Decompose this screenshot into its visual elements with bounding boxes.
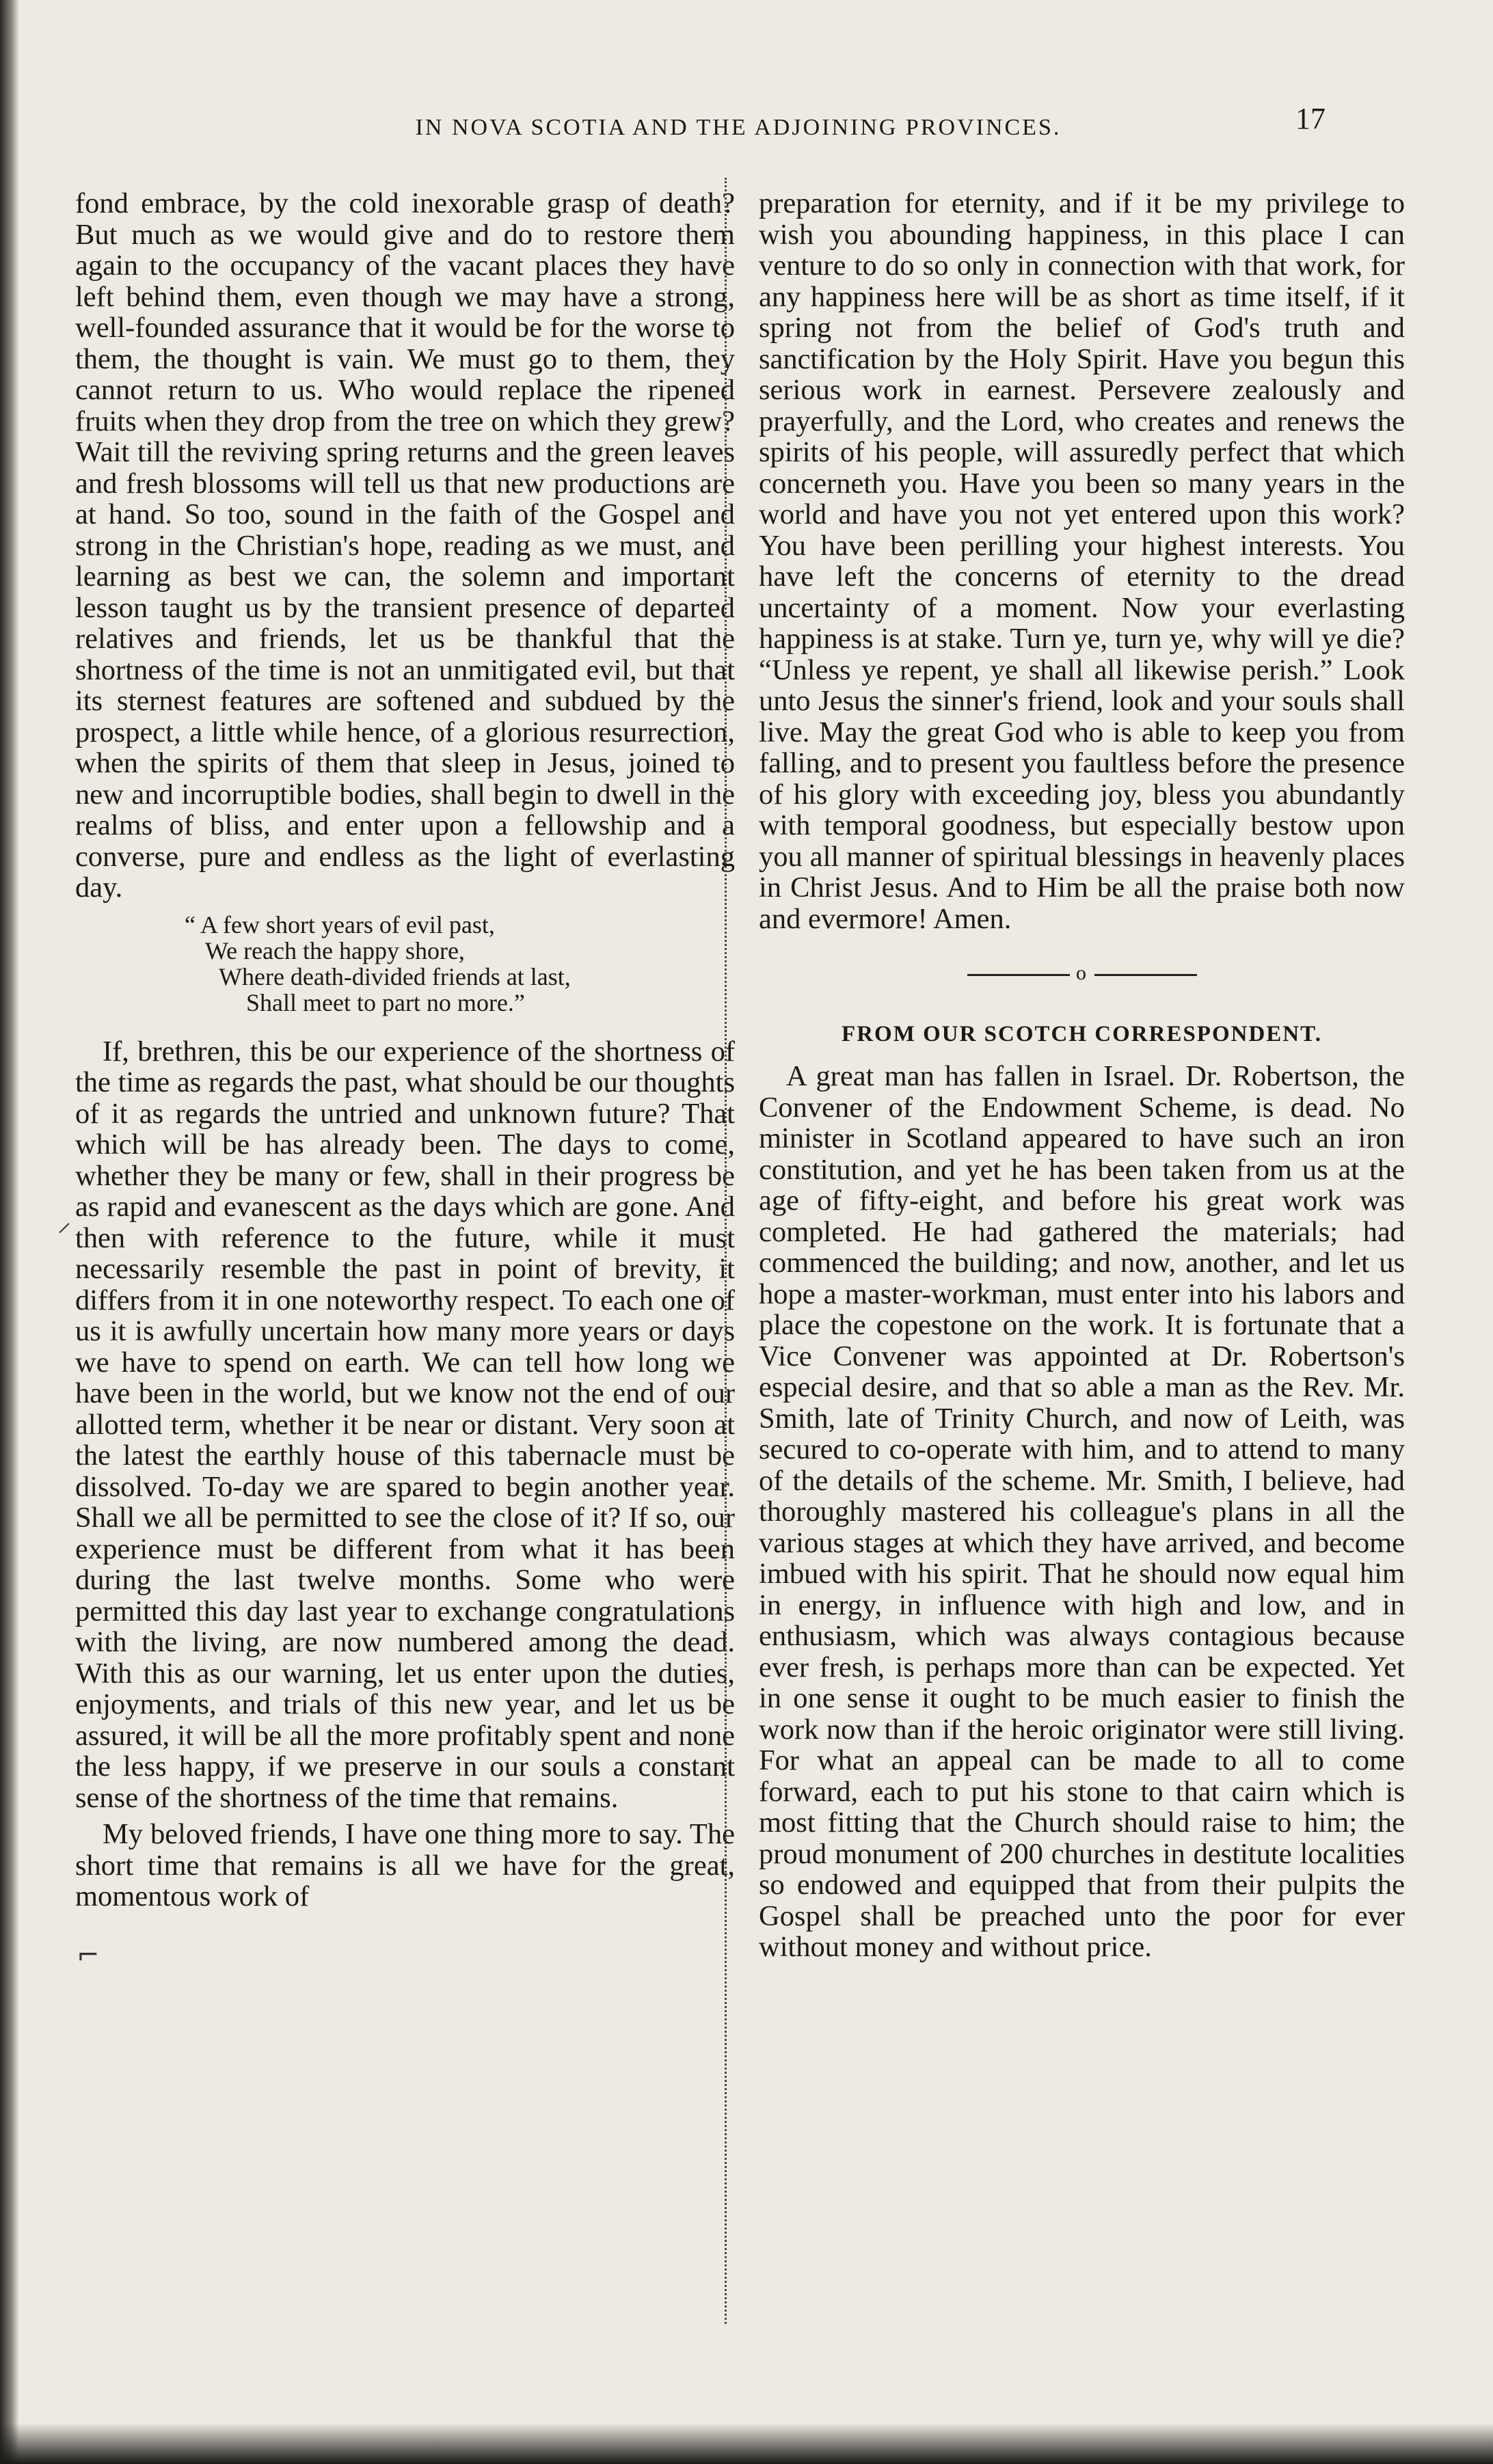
poem-line: Where death-divided friends at last, xyxy=(219,962,571,990)
right-column xyxy=(759,188,1405,1963)
page-number: 17 xyxy=(1295,102,1326,135)
right-paragraph-2: A great man has fallen in Israel. Dr. Robertson, the Convener of the Endowment Scheme, is dead. No minister in Scotland appeared to have such an iron constitution, and yet he has been taken from us at the age of fifty-eight, and before his great work was completed. He had gathered the materials; had commenced the building; and now, another, and let us hope a master-workman, must enter into his labors and place the copestone on the work. It is fortunate that a Vice Convener was appointed at Dr. Robertson's especial desire, and that so able a man as the Rev. Mr. Smith, late of Trinity Church, and now of Leith, was secured to co-operate with him, and to attend to many of the details of the scheme. Mr. Smith, I believe, had thoroughly mastered his colleague's plans in all the various stages at which they have arrived, and become imbued with his spirit. That he should now equal him in energy, in influence with high and low, and in enthusiasm, which was always contagious because ever fresh, is perhaps more than can be expected. Yet in one sense it ought to be much easier to finish the work now than if the heroic originator were still living. For what an appeal can be made to all to come forward, each to put his stone to that cairn which is most fitting that the Church should raise to him; the proud monument of 200 churches in destitute localities so endowed and equipped that from their pulpits the Gospel shall be preached unto the poor for ever without money and without price. xyxy=(759,1060,1405,1963)
margin-annotation-mark: ⌐ xyxy=(77,1940,100,1971)
section-ornament: o xyxy=(759,958,1405,989)
column-divider xyxy=(725,178,727,2324)
section-title: FROM OUR SCOTCH CORRESPONDENT. xyxy=(842,1021,1322,1046)
poem-line: “ A few short years of evil past, xyxy=(185,910,495,938)
poem-quote xyxy=(75,912,735,1016)
margin-annotation-mark: ⸝ xyxy=(57,1206,71,1238)
left-paragraph-1: fond embrace, by the cold inexorable grasp of death? But much as we would give and do to restore them again to the occupancy of the vacant places they have left behind them, even though we may have a strong, well-founded assurance that it would be for the worse to them, the thought is vain. We must go to them, they cannot return to us. Who would replace the ripened fruits when they drop from the tree on which they grew? Wait till the reviving spring returns and the green leaves and fresh blossoms will tell us that new productions are at hand. So too, sound in the faith of the Gospel and strong in the Christian's hope, reading as we must, and learning as best we can, the solemn and important lesson taught us by the transient presence of departed relatives and friends, let us be thankful that the shortness of the time is not an unmitigated evil, but that its sternest features are softened and subdued by the prospect, a little while hence, of a glorious resurrection, when the spirits of them that sleep in Jesus, joined to new and incorruptible bodies, shall begin to dwell in the realms of bliss, and enter upon a fellowship and a converse, pure and endless as the light of everlasting day. xyxy=(75,187,735,904)
left-column xyxy=(75,188,735,1912)
binding-shadow xyxy=(0,0,19,2464)
running-header: IN NOVA SCOTIA AND THE ADJOINING PROVINCES. xyxy=(415,115,1062,140)
left-paragraph-3: My beloved friends, I have one thing more to say. The short time that remains is all we have for the great, momentous work of xyxy=(75,1818,735,1912)
right-paragraph-1: preparation for eternity, and if it be my privilege to wish you abounding happiness, in this place I can venture to do so only in connection with that work, for any happiness here will be as short as time itself, if it spring not from the belief of God's truth and sanctification by the Holy Spirit. Have you begun this serious work in earnest. Persevere zealously and prayerfully, and the Lord, who creates and renews the spirits of his people, will assuredly perfect that which concerneth you. Have you been so many years in the world and have you not yet entered upon this work? You have been perilling your highest interests. You have left the concerns of eternity to the dread uncertainty of a moment. Now your everlasting happiness is at stake. Turn ye, turn ye, why will ye die? “Unless ye repent, ye shall all likewise perish.” Look unto Jesus the sinner's friend, look and your souls shall live. May the great God who is able to keep you from falling, and to present you faultless before the presence of his glory with exceeding joy, bless you abundantly with temporal goodness, but especially bestow upon you all manner of spiritual blessings in heavenly places in Christ Jesus. And to Him be all the praise both now and evermore! Amen. xyxy=(759,187,1405,935)
poem-line: We reach the happy shore, xyxy=(205,936,465,964)
poem-line: Shall meet to part no more.” xyxy=(246,988,525,1016)
scan-bottom-shadow xyxy=(0,2423,1493,2464)
left-paragraph-2: If, brethren, this be our experience of the shortness of the time as regards the past, what should be our thoughts of it as regards the untried and unknown future? That which will be has already been. The days to come, whether they be many or few, shall in their progress be as rapid and evanescent as the days which are gone. And then with reference to the future, while it must necessarily resemble the past in point of brevity, it differs from it in one noteworthy respect. To each one of us it is awfully uncertain how many more years or days we have to spend on earth. We can tell how long we have been in the world, but we know not the end of our allotted term, whether it be near or distant. Very soon at the latest the earthly house of this tabernacle must be dissolved. To-day we are spared to begin another year. Shall we all be permitted to see the close of it? If so, our experience must be different from what it has been during the last twelve months. Some who were permitted this day last year to exchange congratulations with the living, are now numbered among the dead. With this as our warning, let us enter upon the duties, enjoyments, and trials of this new year, and let us be assured, it will be all the more profitably spent and none the less happy, if we preserve in our souls a constant sense of the shortness of the time that remains. xyxy=(75,1035,735,1814)
